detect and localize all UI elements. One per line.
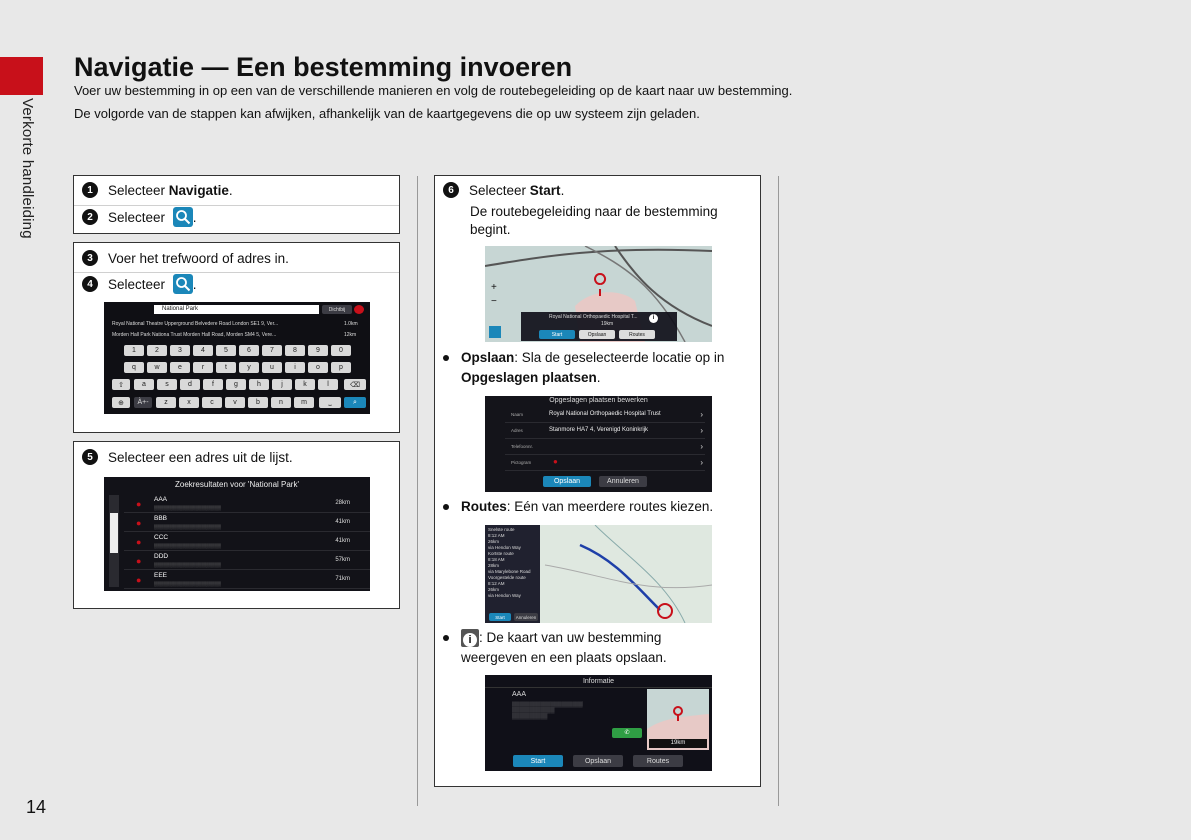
step-5-box bbox=[73, 441, 400, 609]
info-header: Informatie bbox=[485, 675, 712, 688]
step-3 bbox=[82, 250, 289, 266]
section-tab bbox=[0, 57, 43, 95]
bullet-text: : Eén van meerdere routes kiezen. bbox=[506, 499, 714, 514]
route-3-label[interactable]: Voorgestelde route bbox=[488, 575, 526, 580]
step-bold: Navigatie bbox=[168, 182, 229, 198]
bullet-info bbox=[443, 628, 753, 668]
key-o[interactable]: o bbox=[308, 362, 328, 373]
svg-text:−: − bbox=[491, 296, 497, 307]
search-icon bbox=[173, 207, 193, 227]
divider bbox=[74, 272, 399, 273]
key-5[interactable]: 5 bbox=[216, 345, 236, 356]
field-value: Stanmore HA7 4, Verenigd Koninkrijk bbox=[549, 427, 649, 433]
saved-place-screen bbox=[485, 396, 712, 492]
bullet-dot bbox=[443, 504, 449, 510]
result-address-blurred: ▒▒▒▒▒▒▒▒▒▒▒▒▒▒▒▒▒▒▒▒▒ bbox=[154, 505, 221, 510]
routes-screen bbox=[485, 525, 712, 623]
backspace-key[interactable]: ⌫ bbox=[344, 379, 366, 390]
bullet-bold-2: Opgeslagen plaatsen bbox=[461, 370, 597, 385]
key-9[interactable]: 9 bbox=[308, 345, 328, 356]
step-text: Selecteer bbox=[108, 209, 169, 225]
info-address-blurred: ▒▒▒▒▒▒▒▒▒▒▒▒▒▒▒▒▒▒▒▒ ▒▒▒▒▒▒▒▒▒▒▒▒ ▒▒▒▒▒▒▒▒▒▒ bbox=[512, 702, 583, 720]
step-6 bbox=[443, 182, 564, 198]
field-label: Pictogram bbox=[511, 460, 532, 465]
key-s[interactable]: s bbox=[157, 379, 177, 390]
result-address-blurred: ▒▒▒▒▒▒▒▒▒▒▒▒▒▒▒▒▒▒▒▒▒ bbox=[154, 562, 221, 567]
step-end: . bbox=[192, 209, 197, 225]
step-1 bbox=[82, 182, 233, 198]
key-4[interactable]: 4 bbox=[193, 345, 213, 356]
shift-key[interactable]: ⇧ bbox=[112, 379, 130, 390]
desc-line-1: De routebegeleiding naar de bestemming bbox=[470, 204, 718, 219]
result-distance: 28km bbox=[335, 500, 350, 506]
bullet-text-2: weergeven en een plaats opslaan. bbox=[461, 650, 667, 665]
key-6[interactable]: 6 bbox=[239, 345, 259, 356]
routes-button[interactable]: Routes bbox=[633, 755, 683, 767]
intro-line-1: Voer uw bestemming in op een van de verschillende manieren en volg de routebegeleiding op de kaart naar uw bestemming. bbox=[74, 83, 793, 98]
step-end: . bbox=[192, 276, 197, 292]
key-u[interactable]: u bbox=[262, 362, 282, 373]
field-label: Telefoonnr. bbox=[511, 444, 534, 449]
key-y[interactable]: y bbox=[239, 362, 259, 373]
globe-icon[interactable]: ⊕ bbox=[112, 397, 130, 408]
bullet-end: . bbox=[596, 370, 601, 385]
key-1[interactable]: 1 bbox=[124, 345, 144, 356]
key-h[interactable]: h bbox=[249, 379, 269, 390]
field-label: Naam bbox=[511, 412, 524, 417]
page-number: 14 bbox=[26, 797, 47, 817]
info-name: AAA bbox=[512, 691, 527, 698]
nearby-button[interactable]: Dichtbij bbox=[322, 305, 352, 314]
cancel-button[interactable]: Annuleren bbox=[515, 614, 537, 620]
key-q[interactable]: q bbox=[124, 362, 144, 373]
key-d[interactable]: d bbox=[180, 379, 200, 390]
step-text: Selecteer bbox=[108, 276, 169, 292]
saved-header: Opgeslagen plaatsen bewerken bbox=[549, 397, 648, 404]
location-pin-icon: ● bbox=[136, 556, 142, 566]
step-6-box bbox=[434, 175, 761, 787]
call-icon[interactable]: ✆ bbox=[612, 728, 642, 738]
result-distance-2: 12km bbox=[344, 332, 357, 338]
destination-distance: 19km bbox=[601, 321, 614, 327]
route-2-via: via Marylebone Road bbox=[488, 569, 531, 574]
search-icon bbox=[173, 274, 193, 294]
result-list-item[interactable] bbox=[124, 552, 370, 570]
saved-field-row[interactable] bbox=[505, 408, 705, 423]
steps-3-4-box bbox=[73, 242, 400, 433]
location-pin-icon: ● bbox=[136, 537, 142, 547]
result-name: CCC bbox=[154, 534, 169, 541]
step-number: 6 bbox=[443, 182, 459, 198]
divider bbox=[74, 205, 399, 206]
search-key[interactable]: ⌕ bbox=[344, 397, 366, 408]
result-list-item[interactable] bbox=[124, 514, 370, 532]
keyboard-screen bbox=[104, 302, 370, 414]
step-number: 2 bbox=[82, 209, 98, 225]
destination-name: Royal National Orthopaedic Hospital T... bbox=[549, 314, 638, 320]
steps-1-2-box bbox=[73, 175, 400, 234]
route-1-distance: 26km bbox=[488, 539, 500, 544]
field-label: Adres bbox=[511, 428, 523, 433]
step-number: 3 bbox=[82, 250, 98, 266]
step-text: Selecteer bbox=[469, 182, 530, 198]
route-3-distance: 26km bbox=[488, 587, 500, 592]
svg-text:+: + bbox=[491, 282, 497, 293]
start-button[interactable]: Start bbox=[539, 330, 575, 339]
key-e[interactable]: e bbox=[170, 362, 190, 373]
key-v[interactable]: v bbox=[225, 397, 245, 408]
result-address-blurred: ▒▒▒▒▒▒▒▒▒▒▒▒▒▒▒▒▒▒▒▒▒ bbox=[154, 581, 221, 586]
key-c[interactable]: c bbox=[202, 397, 222, 408]
chevron-right-icon: › bbox=[700, 442, 703, 451]
key-w[interactable]: w bbox=[147, 362, 167, 373]
key-x[interactable]: x bbox=[179, 397, 199, 408]
bullet-opslaan bbox=[443, 348, 753, 388]
start-button[interactable]: Start bbox=[513, 755, 563, 767]
key-n[interactable]: n bbox=[271, 397, 291, 408]
route-1-time: 8:12 AM bbox=[488, 533, 505, 538]
scrollbar[interactable] bbox=[109, 495, 119, 587]
route-1-via: via Hendon Way bbox=[488, 545, 521, 550]
location-pin-icon: ● bbox=[136, 518, 142, 528]
result-distance: 57km bbox=[335, 557, 350, 563]
key-j[interactable]: j bbox=[272, 379, 292, 390]
key-z[interactable]: z bbox=[156, 397, 176, 408]
result-name: EEE bbox=[154, 572, 168, 579]
step-5 bbox=[82, 449, 293, 465]
bullet-bold: Opslaan bbox=[461, 350, 515, 365]
step-2 bbox=[82, 207, 197, 227]
step-number: 1 bbox=[82, 182, 98, 198]
key-t[interactable]: t bbox=[216, 362, 236, 373]
saved-field-row[interactable] bbox=[505, 424, 705, 439]
location-pin-icon: ● bbox=[136, 575, 142, 585]
info-screen bbox=[485, 675, 712, 771]
step-text: Voer het trefwoord of adres in. bbox=[108, 250, 289, 266]
key-p[interactable]: p bbox=[331, 362, 351, 373]
result-distance-1: 1.0km bbox=[344, 321, 358, 327]
result-distance: 41km bbox=[335, 538, 350, 544]
step-number: 5 bbox=[82, 449, 98, 465]
result-address-blurred: ▒▒▒▒▒▒▒▒▒▒▒▒▒▒▒▒▒▒▒▒▒ bbox=[154, 524, 221, 529]
info-map-preview bbox=[647, 689, 709, 750]
sidebar-label: Verkorte handleiding bbox=[19, 98, 36, 239]
route-2-time: 8:18 AM bbox=[488, 557, 505, 562]
key-0[interactable]: 0 bbox=[331, 345, 351, 356]
bullet-text-1: : De kaart van uw bestemming bbox=[479, 630, 662, 645]
result-list-item[interactable] bbox=[124, 571, 370, 589]
result-name: DDD bbox=[154, 553, 169, 560]
routes-button[interactable]: Routes bbox=[619, 330, 655, 339]
chevron-right-icon: › bbox=[700, 426, 703, 435]
result-distance: 41km bbox=[335, 519, 350, 525]
start-button[interactable]: Start bbox=[489, 613, 511, 621]
location-pin-icon: ● bbox=[136, 499, 142, 509]
bullet-dot bbox=[443, 635, 449, 641]
route-1-label[interactable]: Snelste route bbox=[488, 527, 515, 532]
route-2-distance: 28km bbox=[488, 563, 500, 568]
key-r[interactable]: r bbox=[193, 362, 213, 373]
field-value: Royal National Orthopaedic Hospital Trust bbox=[549, 411, 661, 417]
step-bold: Start bbox=[529, 182, 561, 198]
search-input[interactable]: National Park bbox=[154, 305, 319, 314]
key-l[interactable]: l bbox=[318, 379, 338, 390]
result-list-item[interactable] bbox=[124, 495, 370, 513]
space-key[interactable]: ⎵ bbox=[319, 397, 341, 408]
saved-field-row[interactable] bbox=[505, 440, 705, 455]
bullet-dot bbox=[443, 355, 449, 361]
key-8[interactable]: 8 bbox=[285, 345, 305, 356]
info-icon: i bbox=[461, 629, 479, 647]
key-3[interactable]: 3 bbox=[170, 345, 190, 356]
key-g[interactable]: g bbox=[226, 379, 246, 390]
column-divider-1 bbox=[417, 176, 418, 806]
alt-chars-key[interactable]: À+- bbox=[134, 397, 152, 408]
pin-icon: ● bbox=[553, 457, 558, 466]
save-button[interactable]: Opslaan bbox=[543, 476, 591, 487]
key-7[interactable]: 7 bbox=[262, 345, 282, 356]
cancel-button[interactable]: Annuleren bbox=[599, 476, 647, 487]
result-address-blurred: ▒▒▒▒▒▒▒▒▒▒▒▒▒▒▒▒▒▒▒▒▒ bbox=[154, 543, 221, 548]
key-2[interactable]: 2 bbox=[147, 345, 167, 356]
step-end: . bbox=[560, 182, 565, 198]
destination-panel bbox=[521, 312, 677, 341]
chevron-right-icon: › bbox=[700, 458, 703, 467]
route-3-via: via Hendon Way bbox=[488, 593, 521, 598]
result-row-2[interactable]: Morden Hall Park Nationa Trust Morden Hall Road, Morden SM4 5, Vere... bbox=[112, 332, 277, 338]
result-name: AAA bbox=[154, 496, 168, 503]
close-icon[interactable] bbox=[354, 305, 364, 314]
step-text: Selecteer een adres uit de lijst. bbox=[108, 449, 293, 465]
info-icon[interactable]: i bbox=[649, 314, 658, 323]
bullet-routes bbox=[443, 497, 753, 517]
key-m[interactable]: m bbox=[294, 397, 314, 408]
result-distance: 71km bbox=[335, 576, 350, 582]
column-divider-2 bbox=[778, 176, 779, 806]
chevron-right-icon: › bbox=[700, 410, 703, 419]
result-name: BBB bbox=[154, 515, 168, 522]
bullet-text: : Sla de geselecteerde locatie op in bbox=[514, 350, 725, 365]
results-header: Zoekresultaten voor 'National Park' bbox=[174, 480, 299, 489]
saved-field-row[interactable] bbox=[505, 456, 705, 471]
key-f[interactable]: f bbox=[203, 379, 223, 390]
step-number: 4 bbox=[82, 276, 98, 292]
result-list-item[interactable] bbox=[124, 533, 370, 551]
save-button[interactable]: Opslaan bbox=[573, 755, 623, 767]
step-text: Selecteer bbox=[108, 182, 169, 198]
step-end: . bbox=[228, 182, 233, 198]
intro-line-2: De volgorde van de stappen kan afwijken, afhankelijk van de kaartgegevens die op uw systeem zijn geladen. bbox=[74, 106, 700, 121]
info-distance: 19km bbox=[649, 739, 707, 748]
key-k[interactable]: k bbox=[295, 379, 315, 390]
desc-line-2: begint. bbox=[470, 222, 511, 237]
page-title: Navigatie — Een bestemming invoeren bbox=[74, 52, 573, 82]
key-b[interactable]: b bbox=[248, 397, 268, 408]
route-2-label[interactable]: Kortste route bbox=[488, 551, 514, 556]
map-screen bbox=[485, 246, 712, 342]
results-screen bbox=[104, 477, 370, 591]
save-button[interactable]: Opslaan bbox=[579, 330, 615, 339]
result-row-1[interactable]: Royal National Theatre Upperground Belvedere Road London SE1 9, Ver... bbox=[112, 321, 279, 327]
step-6-description bbox=[470, 203, 718, 239]
key-a[interactable]: a bbox=[134, 379, 154, 390]
key-i[interactable]: i bbox=[285, 362, 305, 373]
route-list bbox=[485, 525, 540, 623]
step-4 bbox=[82, 274, 197, 294]
bullet-bold: Routes bbox=[461, 499, 507, 514]
route-3-time: 8:12 AM bbox=[488, 581, 505, 586]
